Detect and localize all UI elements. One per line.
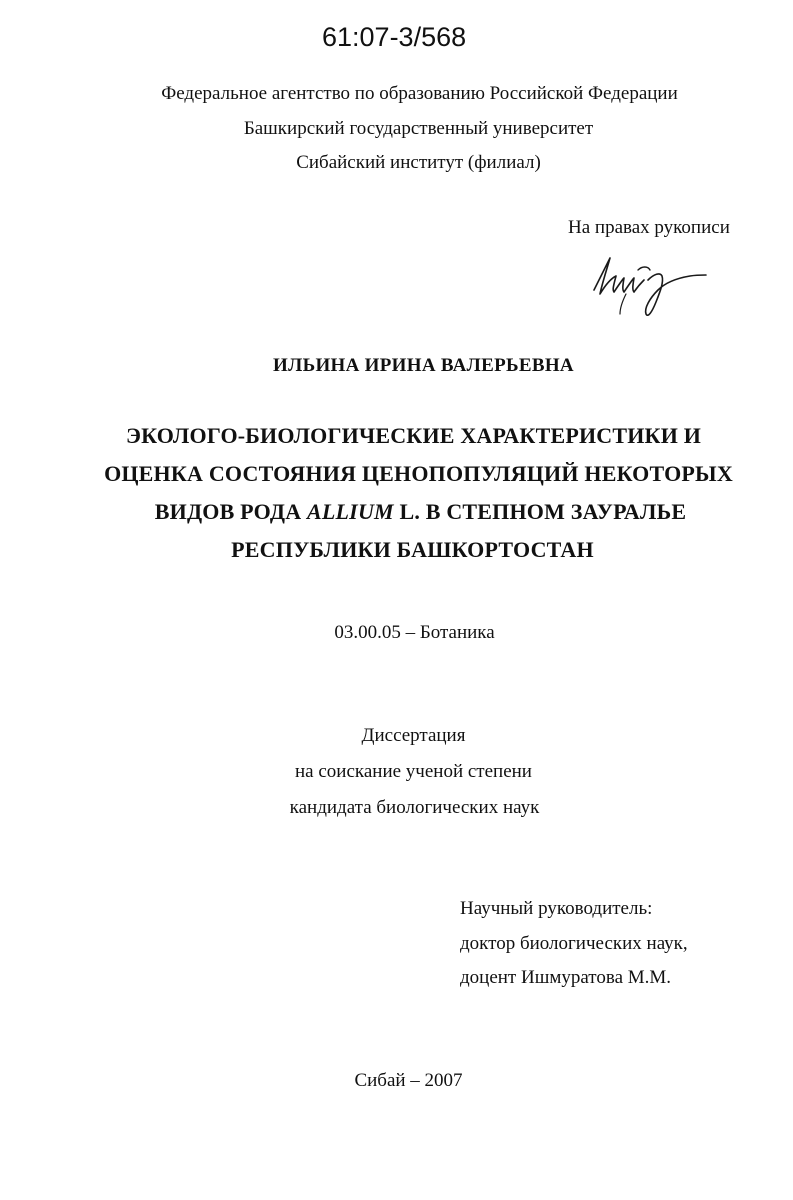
advisor-name: доцент Ишмуратова М.М.: [460, 967, 672, 988]
dissertation-line-2: на соискание ученой степени: [295, 761, 532, 782]
title-line-3-end: L. В СТЕПНОМ ЗАУРАЛЬЕ: [393, 499, 687, 524]
title-line-3-start: ВИДОВ РОДА: [154, 499, 308, 524]
organization-line-1: Федеральное агентство по образованию Российской Федерации: [161, 83, 678, 104]
organization-line-2: Башкирский государственный университет: [243, 118, 594, 139]
advisor-label: Научный руководитель:: [460, 898, 653, 919]
organization-line-3: Сибайский институт (филиал): [296, 152, 541, 173]
dissertation-line-3: кандидата биологических наук: [289, 797, 540, 818]
title-line-1: ЭКОЛОГО-БИОЛОГИЧЕСКИЕ ХАРАКТЕРИСТИКИ И: [125, 423, 702, 448]
handwritten-signature: [586, 248, 716, 323]
specialty-code: 03.00.05 – Ботаника: [334, 622, 495, 643]
dissertation-line-1: Диссертация: [361, 725, 466, 746]
archive-code: 61:07-3/568: [322, 22, 467, 52]
title-line-4: РЕСПУБЛИКИ БАШКОРТОСТАН: [231, 537, 594, 562]
place-and-year: Сибай – 2007: [354, 1070, 463, 1091]
title-line-3: [24, 499, 793, 525]
author-name: ИЛЬИНА ИРИНА ВАЛЕРЬЕВНА: [273, 355, 574, 376]
title-line-2: ОЦЕНКА СОСТОЯНИЯ ЦЕНОПОПУЛЯЦИЙ НЕКОТОРЫХ: [104, 461, 733, 486]
manuscript-rights-note: На правах рукописи: [568, 217, 730, 238]
genus-name: ALLIUM: [307, 499, 394, 524]
advisor-degree: доктор биологических наук,: [460, 933, 688, 954]
